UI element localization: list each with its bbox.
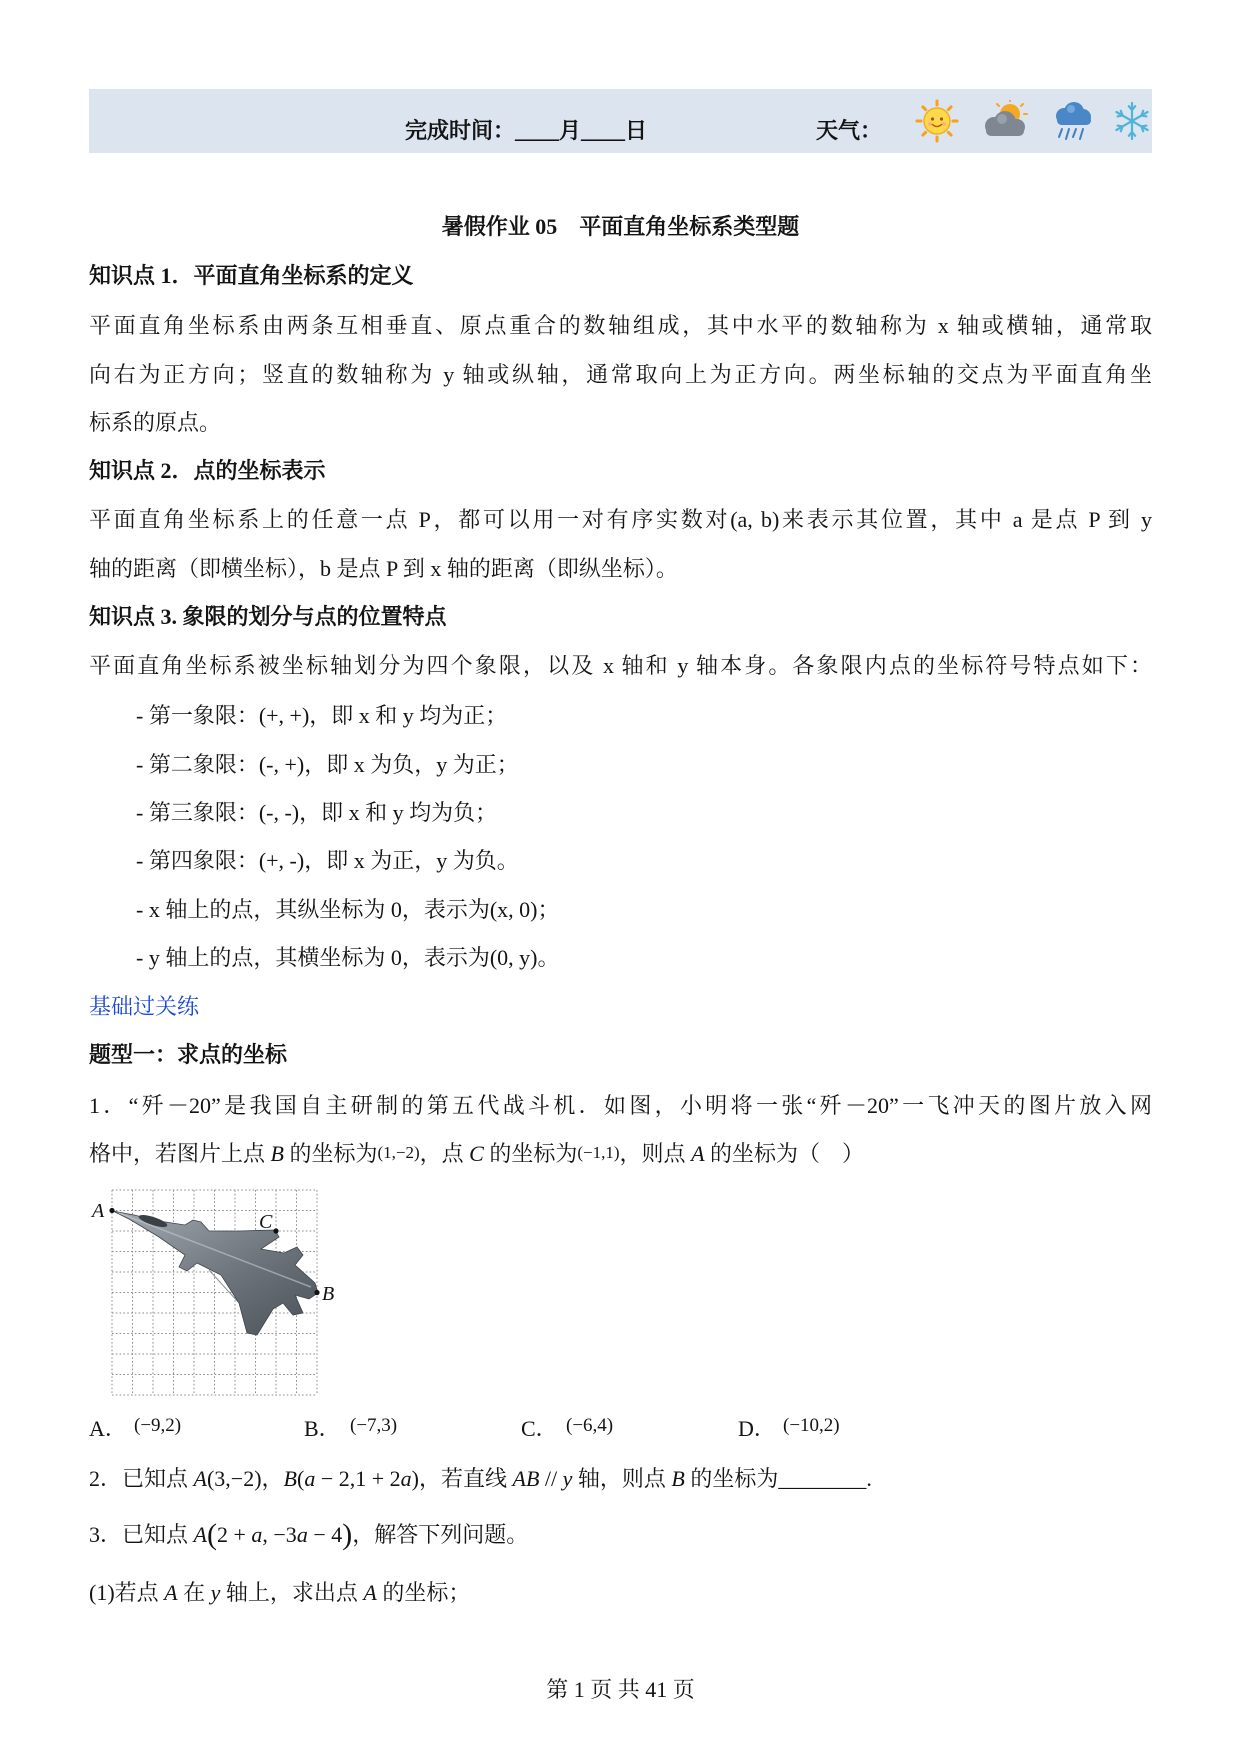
question-text: 2．已知点 bbox=[89, 1466, 194, 1491]
point-name: A bbox=[363, 1580, 377, 1605]
math-expression: 2 + bbox=[216, 1522, 252, 1547]
question-text: 轴，则点 bbox=[572, 1466, 672, 1491]
math-expression: , −3 bbox=[262, 1522, 297, 1547]
point-b-marker bbox=[314, 1290, 319, 1295]
paragraph-line: 标系的原点。 bbox=[89, 410, 222, 435]
point-name: B bbox=[270, 1141, 284, 1166]
question-text: 的坐标为 bbox=[483, 1141, 578, 1166]
list-item: - y 轴上的点，其横坐标为 0，表示为(0, y)。 bbox=[136, 945, 560, 970]
page-title: 暑假作业 05 平面直角坐标系类型题 bbox=[441, 214, 800, 239]
paragraph-line: 平面直角坐标系被坐标轴划分为四个象限，以及 x 轴和 y 轴本身。各象限内点的坐标符号特点如下： bbox=[89, 653, 1152, 678]
question-text: 轴上，求出点 bbox=[220, 1580, 364, 1605]
question-1-line-1: 1．“歼－20”是我国自主研制的第五代战斗机．如图，小明将一张“歼－20”一飞冲天的图片放入网 bbox=[89, 1093, 1152, 1118]
paragraph-line: 平面直角坐标系上的任意一点 P，都可以用一对有序实数对(a, b)来表示其位置，其中 a 是点 P 到 y bbox=[89, 507, 1152, 532]
point-a-marker bbox=[109, 1208, 114, 1213]
math-variable: a bbox=[304, 1466, 316, 1491]
question-text: ， bbox=[261, 1466, 284, 1491]
question-text: 的坐标为（ ） bbox=[704, 1141, 865, 1166]
knowledge-heading-3: 知识点 3. 象限的划分与点的位置特点 bbox=[89, 604, 447, 629]
question-type-heading: 题型一：求点的坐标 bbox=[89, 1042, 288, 1067]
list-item: - 第一象限：(+, +)，即 x 和 y 均为正； bbox=[136, 703, 508, 728]
point-c-label: C bbox=[259, 1211, 273, 1233]
completion-date-field: 完成时间：____月____日 bbox=[405, 118, 648, 143]
option-d-value: (−10,2) bbox=[783, 1415, 840, 1436]
question-text: 在 bbox=[177, 1580, 211, 1605]
answer-blank: ________ bbox=[778, 1466, 867, 1491]
rain-cloud-icon bbox=[1050, 99, 1094, 143]
math-variable: a bbox=[296, 1522, 308, 1547]
math-expression: − 4 bbox=[307, 1522, 343, 1547]
knowledge-heading-2: 知识点 2．点的坐标表示 bbox=[89, 458, 326, 483]
paragraph-line: 轴的距离（即横坐标），b 是点 P 到 x 轴的距离（即纵坐标）。 bbox=[89, 556, 678, 581]
axis-name: y bbox=[210, 1580, 221, 1605]
question-text: 的坐标； bbox=[376, 1580, 471, 1605]
list-item: - 第二象限：(-, +)，即 x 为负，y 为正； bbox=[136, 752, 519, 777]
question-text: 的坐标为 bbox=[684, 1466, 779, 1491]
option-d-label: D． bbox=[738, 1416, 776, 1441]
coordinate-expression: (−1,1) bbox=[577, 1143, 620, 1162]
close-paren: ) bbox=[342, 1518, 353, 1551]
weather-label: 天气： bbox=[816, 118, 883, 143]
question-1-figure bbox=[89, 1175, 351, 1407]
option-b-label: B． bbox=[304, 1416, 341, 1441]
point-name: A bbox=[164, 1580, 178, 1605]
option-c-label: C． bbox=[521, 1416, 558, 1441]
knowledge-heading-1: 知识点 1．平面直角坐标系的定义 bbox=[89, 263, 414, 288]
point-name: B bbox=[283, 1466, 297, 1491]
question-text: (1)若点 bbox=[89, 1580, 165, 1605]
fighter-jet-image bbox=[113, 1211, 318, 1335]
parallel-symbol: // bbox=[539, 1466, 563, 1491]
question-text: . bbox=[866, 1466, 872, 1491]
question-3-part-1 bbox=[89, 1578, 1152, 1608]
open-paren: ( bbox=[206, 1518, 217, 1551]
math-expression: (3,−2) bbox=[206, 1466, 262, 1491]
point-a-label: A bbox=[92, 1200, 105, 1222]
list-item: - 第三象限：(-, -)，即 x 和 y 均为负； bbox=[136, 800, 498, 825]
math-variable: a bbox=[400, 1466, 412, 1491]
section-label: 基础过关练 bbox=[89, 994, 200, 1019]
snowflake-icon bbox=[1110, 99, 1154, 143]
option-b-value: (−7,3) bbox=[350, 1415, 398, 1436]
list-item: - 第四象限：(+, -)，即 x 为正，y 为负。 bbox=[136, 848, 519, 873]
question-1-line-2 bbox=[89, 1139, 1152, 1171]
coordinate-expression: (1,−2) bbox=[377, 1143, 420, 1162]
point-name: C bbox=[469, 1141, 484, 1166]
math-expression: ( bbox=[297, 1466, 305, 1491]
question-text: ，解答下列问题。 bbox=[352, 1522, 529, 1547]
point-name: B bbox=[671, 1466, 685, 1491]
math-expression: − 2,1 + 2 bbox=[315, 1466, 401, 1491]
page-footer: 第 1 页 共 41 页 bbox=[546, 1677, 695, 1702]
question-3-stem bbox=[89, 1520, 1152, 1550]
axis-name: y bbox=[562, 1466, 573, 1491]
question-text: 的坐标为 bbox=[283, 1141, 378, 1166]
math-expression: ) bbox=[411, 1466, 419, 1491]
math-variable: a bbox=[251, 1522, 263, 1547]
point-name: A bbox=[193, 1466, 207, 1491]
list-item: - x 轴上的点，其纵坐标为 0，表示为(x, 0)； bbox=[136, 897, 560, 922]
line-name: AB bbox=[512, 1466, 540, 1491]
paragraph-line: 平面直角坐标系由两条互相垂直、原点重合的数轴组成，其中水平的数轴称为 x 轴或横轴，通常取 bbox=[89, 313, 1152, 338]
option-c-value: (−6,4) bbox=[566, 1415, 614, 1436]
partly-cloudy-icon bbox=[980, 100, 1030, 140]
question-text: 3．已知点 bbox=[89, 1522, 194, 1547]
sun-face-icon bbox=[915, 99, 959, 143]
option-a-value: (−9,2) bbox=[134, 1415, 182, 1436]
question-text: ，则点 bbox=[619, 1141, 692, 1166]
point-name: A bbox=[193, 1522, 207, 1547]
option-a-label: A． bbox=[89, 1416, 127, 1441]
paragraph-line: 向右为正方向；竖直的数轴称为 y 轴或纵轴，通常取向上为正方向。两坐标轴的交点为平面直角坐 bbox=[89, 362, 1152, 387]
question-text: 格中，若图片上点 bbox=[89, 1141, 271, 1166]
point-name: A bbox=[691, 1141, 705, 1166]
point-c-marker bbox=[273, 1228, 278, 1233]
question-2 bbox=[89, 1464, 1152, 1494]
question-text: ，若直线 bbox=[418, 1466, 513, 1491]
point-b-label: B bbox=[322, 1283, 335, 1305]
question-text: ，点 bbox=[419, 1141, 470, 1166]
